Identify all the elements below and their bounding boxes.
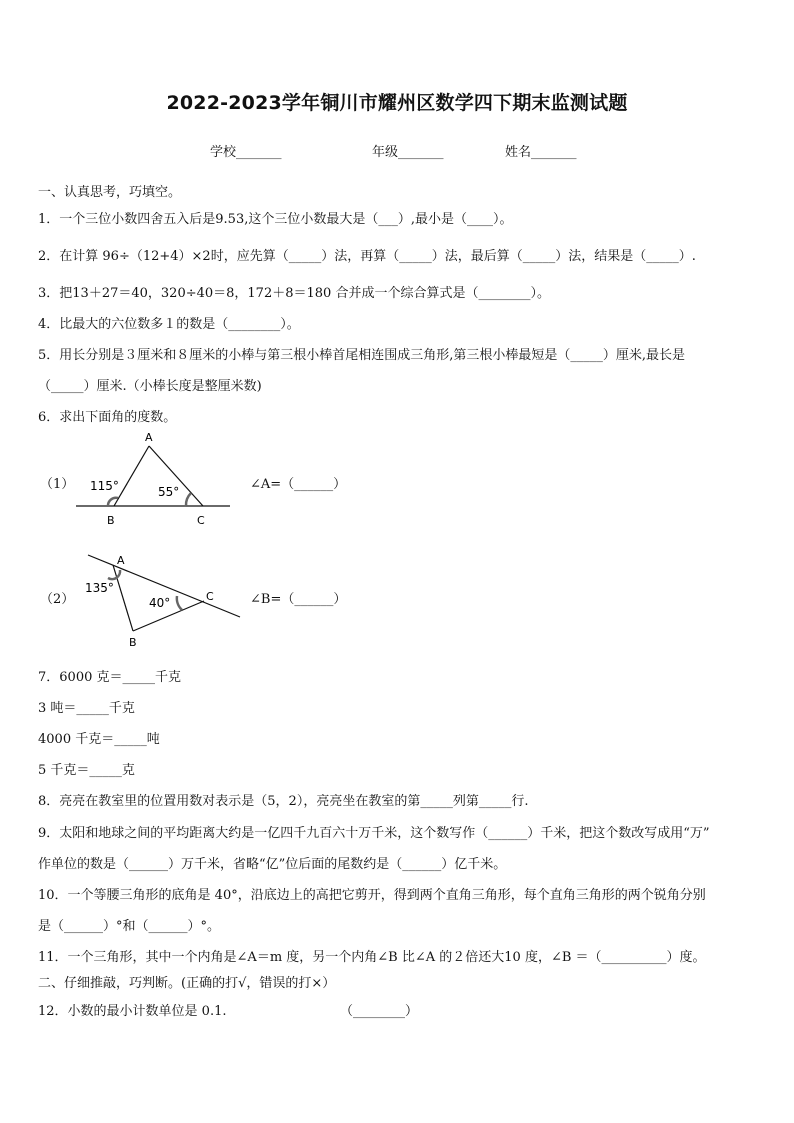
vertex-a-label: A bbox=[145, 431, 153, 444]
question-7-line4: 5 千克＝_____克 bbox=[38, 763, 135, 778]
question-10-line1: 10．一个等腰三角形的底角是 40°，沿底边上的高把它剪开，得到两个直角三角形，每个直角三角形的两个锐角分别 bbox=[38, 888, 706, 903]
question-6: 6．求出下面角的度数。 bbox=[38, 410, 177, 425]
question-8: 8．亮亮在教室里的位置用数对表示是（5，2），亮亮坐在教室的第_____列第_____行. bbox=[38, 794, 529, 809]
interior-angle-label: 40° bbox=[149, 596, 171, 610]
question-9-line2: 作单位的数是（______）万千米，省略“亿”位后面的尾数约是（______）亿千米。 bbox=[38, 857, 507, 872]
figure-1-number: （1） bbox=[40, 477, 75, 492]
vertex-b-label: B bbox=[107, 514, 115, 527]
vertex-c-label: C bbox=[197, 514, 205, 527]
vertex-b-label: B bbox=[129, 636, 137, 649]
triangle-figure-1 bbox=[70, 428, 240, 532]
triangle-figure-2 bbox=[80, 548, 250, 657]
question-12-blank[interactable]: （________） bbox=[340, 1004, 419, 1019]
question-2: 2．在计算 96÷（12+4）×2时，应先算（_____）法，再算（_____）法，最后算（_____）法，结果是（_____）. bbox=[38, 249, 696, 264]
figure-2-answer[interactable]: ∠B=（______） bbox=[250, 592, 347, 607]
school-field[interactable]: 学校_______ bbox=[210, 145, 282, 160]
question-7-line1: 7．6000 克＝_____千克 bbox=[38, 670, 181, 685]
question-3: 3．把13＋27＝40，320÷40＝8，172＋8＝180 合并成一个综合算式是（________）。 bbox=[38, 286, 550, 301]
question-4: 4．比最大的六位数多１的数是（________）。 bbox=[38, 317, 300, 332]
question-7-line3: 4000 千克＝_____吨 bbox=[38, 732, 160, 747]
section-heading-fill: 一、认真思考，巧填空。 bbox=[38, 185, 182, 200]
vertex-c-label: C bbox=[206, 590, 214, 603]
page-title: 2022-2023学年铜川市耀州区数学四下期末监测试题 bbox=[166, 92, 628, 114]
figure-1-answer[interactable]: ∠A=（______） bbox=[250, 477, 347, 492]
question-11: 11．一个三角形，其中一个内角是∠A＝m 度，另一个内角∠B 比∠A 的２倍还大10 度，∠B ＝（__________）度。 bbox=[38, 950, 706, 965]
section-heading-judge: 二、仔细推敲，巧判断。(正确的打√，错误的打×） bbox=[38, 976, 336, 991]
question-7-line2: 3 吨＝_____千克 bbox=[38, 701, 135, 716]
question-5-line1: 5．用长分别是３厘米和８厘米的小棒与第三根小棒首尾相连围成三角形,第三根小棒最短是（_____）厘米,最长是 bbox=[38, 348, 686, 363]
question-1: 1．一个三位小数四舍五入后是9.53,这个三位小数最大是（___）,最小是（____）。 bbox=[38, 212, 513, 227]
question-9-line1: 9．太阳和地球之间的平均距离大约是一亿四千九百六十万千米，这个数写作（______）千米，把这个数改写成用“万” bbox=[38, 826, 710, 841]
exterior-angle-label: 135° bbox=[85, 581, 114, 595]
question-10-line2: 是（______）°和（______）°。 bbox=[38, 919, 221, 934]
figure-2-number: （2） bbox=[40, 592, 75, 607]
question-5-line2: （_____）厘米.（小棒长度是整厘米数) bbox=[38, 379, 262, 394]
name-field[interactable]: 姓名_______ bbox=[505, 145, 577, 160]
question-12: 12．小数的最小计数单位是 0.1. bbox=[38, 1004, 227, 1019]
vertex-a-label: A bbox=[117, 554, 125, 567]
grade-field[interactable]: 年级_______ bbox=[372, 145, 444, 160]
exterior-angle-label: 115° bbox=[90, 479, 119, 493]
interior-angle-label: 55° bbox=[158, 485, 180, 499]
